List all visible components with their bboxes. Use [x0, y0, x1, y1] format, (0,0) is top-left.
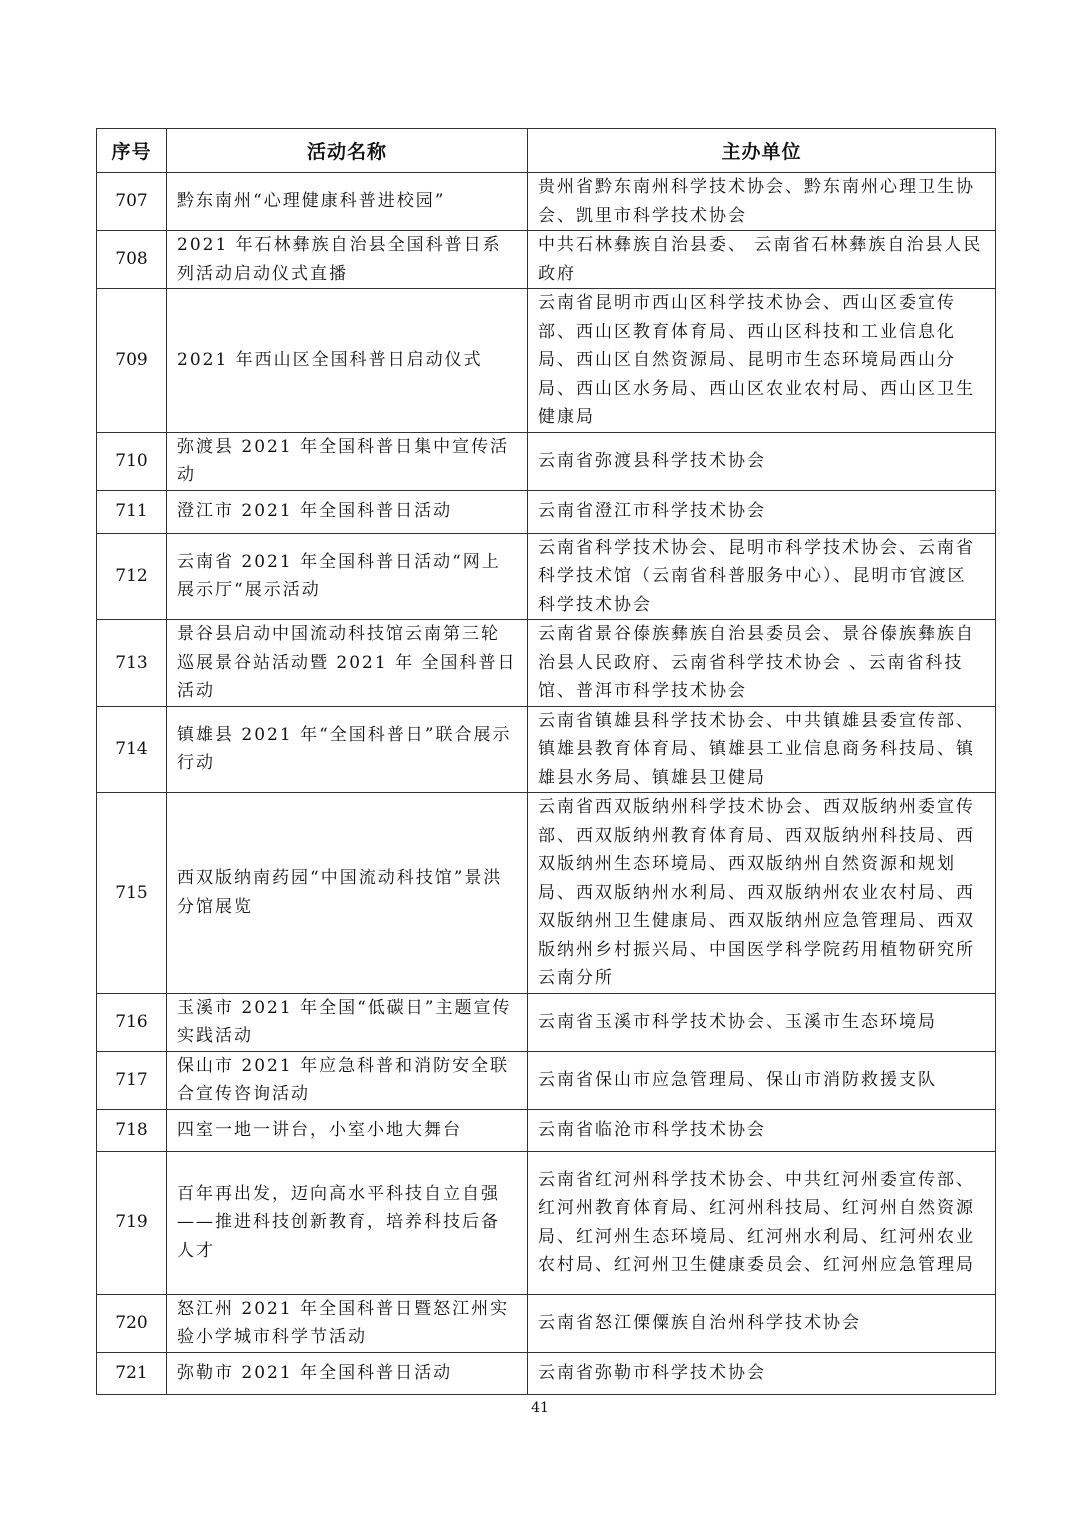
row-activity: 玉溪市 2021 年全国“低碳日”主题宣传实践活动: [167, 993, 528, 1051]
table-row: [97, 1109, 996, 1151]
row-organizer: 云南省西双版纳州科学技术协会、西双版纳州委宣传部、西双版纳州教育体育局、西双版纳州科技局、西双版纳州生态环境局、西双版纳州自然资源和规划局、西双版纳州水利局、西双版纳州农业农村局、西双版纳州卫生健康局、西双版纳州应急管理局、西双版纳州乡村振兴局、中国医学科学院药用植物研究所云南分所: [528, 793, 996, 994]
row-organizer: 云南省怒江傈僳族自治州科学技术协会: [528, 1294, 996, 1352]
row-activity: 保山市 2021 年应急科普和消防安全联合宣传咨询活动: [167, 1051, 528, 1109]
row-no: 714: [97, 706, 167, 793]
row-no: 709: [97, 289, 167, 433]
row-activity: 四室一地一讲台，小室小地大舞台: [167, 1109, 528, 1151]
row-no: 717: [97, 1051, 167, 1109]
page-number: 41: [531, 1400, 549, 1416]
row-organizer: 云南省弥勒市科学技术协会: [528, 1352, 996, 1394]
table-row: [97, 533, 996, 620]
row-activity: 景谷县启动中国流动科技馆云南第三轮巡展景谷站活动暨 2021 年 全国科普日活动: [167, 620, 528, 707]
table-row: [97, 490, 996, 533]
row-no: 718: [97, 1109, 167, 1151]
row-activity: 弥勒市 2021 年全国科普日活动: [167, 1352, 528, 1394]
row-organizer: 云南省玉溪市科学技术协会、玉溪市生态环境局: [528, 993, 996, 1051]
table-row: [97, 1352, 996, 1394]
row-organizer: 中共石林彝族自治县委、 云南省石林彝族自治县人民政府: [528, 231, 996, 289]
table-row: [97, 231, 996, 289]
row-no: 713: [97, 620, 167, 707]
activity-table: [96, 128, 996, 1395]
row-no: 710: [97, 432, 167, 490]
table-row: [97, 173, 996, 231]
row-organizer: 云南省科学技术协会、昆明市科学技术协会、云南省科学技术馆（云南省科普服务中心）、昆明市官渡区科学技术协会: [528, 533, 996, 620]
row-activity: 澄江市 2021 年全国科普日活动: [167, 490, 528, 533]
row-no: 720: [97, 1294, 167, 1352]
table-row: [97, 706, 996, 793]
row-activity: 西双版纳南药园“中国流动科技馆”景洪分馆展览: [167, 793, 528, 994]
row-organizer: 云南省红河州科学技术协会、中共红河州委宣传部、红河州教育体育局、红河州科技局、红河州自然资源局、红河州生态环境局、红河州水利局、红河州农业农村局、红河州卫生健康委员会、红河州应急管理局: [528, 1151, 996, 1294]
table-row: [97, 1294, 996, 1352]
row-organizer: 贵州省黔东南州科学技术协会、黔东南州心理卫生协会、凯里市科学技术协会: [528, 173, 996, 231]
table-header-row: [97, 129, 996, 173]
row-organizer: 云南省镇雄县科学技术协会、中共镇雄县委宣传部、镇雄县教育体育局、镇雄县工业信息商务科技局、镇雄县水务局、镇雄县卫健局: [528, 706, 996, 793]
table-row: [97, 1151, 996, 1294]
row-activity: 百年再出发，迈向高水平科技自立自强——推进科技创新教育，培养科技后备人才: [167, 1151, 528, 1294]
header-organizer: 主办单位: [528, 129, 996, 173]
row-activity: 弥渡县 2021 年全国科普日集中宣传活动: [167, 432, 528, 490]
row-activity: 云南省 2021 年全国科普日活动“网上展示厅“展示活动: [167, 533, 528, 620]
table-row: [97, 993, 996, 1051]
row-no: 708: [97, 231, 167, 289]
table-row: [97, 793, 996, 994]
table-row: [97, 432, 996, 490]
row-no: 716: [97, 993, 167, 1051]
row-no: 715: [97, 793, 167, 994]
row-activity: 2021 年西山区全国科普日启动仪式: [167, 289, 528, 433]
row-no: 719: [97, 1151, 167, 1294]
header-activity: 活动名称: [167, 129, 528, 173]
row-activity: 怒江州 2021 年全国科普日暨怒江州实验小学城市科学节活动: [167, 1294, 528, 1352]
row-organizer: 云南省保山市应急管理局、保山市消防救援支队: [528, 1051, 996, 1109]
row-organizer: 云南省澄江市科学技术协会: [528, 490, 996, 533]
row-activity: 黔东南州“心理健康科普进校园”: [167, 173, 528, 231]
header-no: 序号: [97, 129, 167, 173]
row-organizer: 云南省昆明市西山区科学技术协会、西山区委宣传部、西山区教育体育局、西山区科技和工业信息化局、西山区自然资源局、昆明市生态环境局西山分局、西山区水务局、西山区农业农村局、西山区卫生健康局: [528, 289, 996, 433]
row-activity: 2021 年石林彝族自治县全国科普日系列活动启动仪式直播: [167, 231, 528, 289]
row-no: 712: [97, 533, 167, 620]
row-organizer: 云南省景谷傣族彝族自治县委员会、景谷傣族彝族自治县人民政府、云南省科学技术协会 、云南省科技馆、普洱市科学技术协会: [528, 620, 996, 707]
row-organizer: 云南省弥渡县科学技术协会: [528, 432, 996, 490]
row-no: 711: [97, 490, 167, 533]
table-row: [97, 620, 996, 707]
row-no: 721: [97, 1352, 167, 1394]
table-row: [97, 1051, 996, 1109]
table-row: [97, 289, 996, 433]
row-no: 707: [97, 173, 167, 231]
row-activity: 镇雄县 2021 年“全国科普日”联合展示行动: [167, 706, 528, 793]
row-organizer: 云南省临沧市科学技术协会: [528, 1109, 996, 1151]
